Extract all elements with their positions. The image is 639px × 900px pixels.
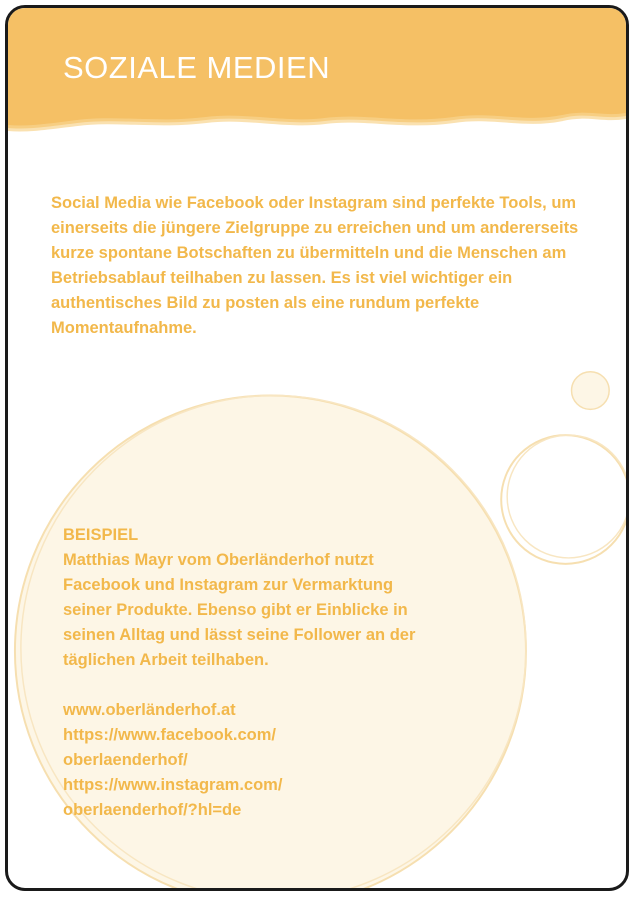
instagram-link-part-2[interactable]: oberlaenderhof/?hl=de [63,801,242,819]
info-card [5,5,629,891]
intro-paragraph: Social Media wie Facebook oder Instagram sind perfekte Tools, um einerseits die jüngere Zielgruppe zu erreichen und um andererseits kurze spontane Botschaften zu übermitteln und die Menschen am Betriebsablauf teilhaben zu lassen. Es ist viel wichtiger ein authentisches Bild zu posten als eine rundum perfekte Momentaufnahme. [51,194,579,337]
page-title: SOZIALE MEDIEN [63,50,331,85]
facebook-link-part-2[interactable]: oberlaenderhof/ [63,751,188,769]
example-heading: BEISPIEL [63,526,139,544]
website-link[interactable]: www.oberländerhof.at [63,701,236,719]
example-body: Matthias Mayr vom Oberländerhof nutzt Facebook und Instagram zur Vermarktung seiner Produkte. Ebenso gibt er Einblicke in seinen Alltag und lässt seine Follower an der täglichen Arbeit teilhaben. [63,551,416,669]
instagram-link-part-1[interactable]: https://www.instagram.com/ [63,776,283,794]
small-circle [572,372,610,410]
example-section [63,523,423,823]
facebook-link-part-1[interactable]: https://www.facebook.com/ [63,726,276,744]
